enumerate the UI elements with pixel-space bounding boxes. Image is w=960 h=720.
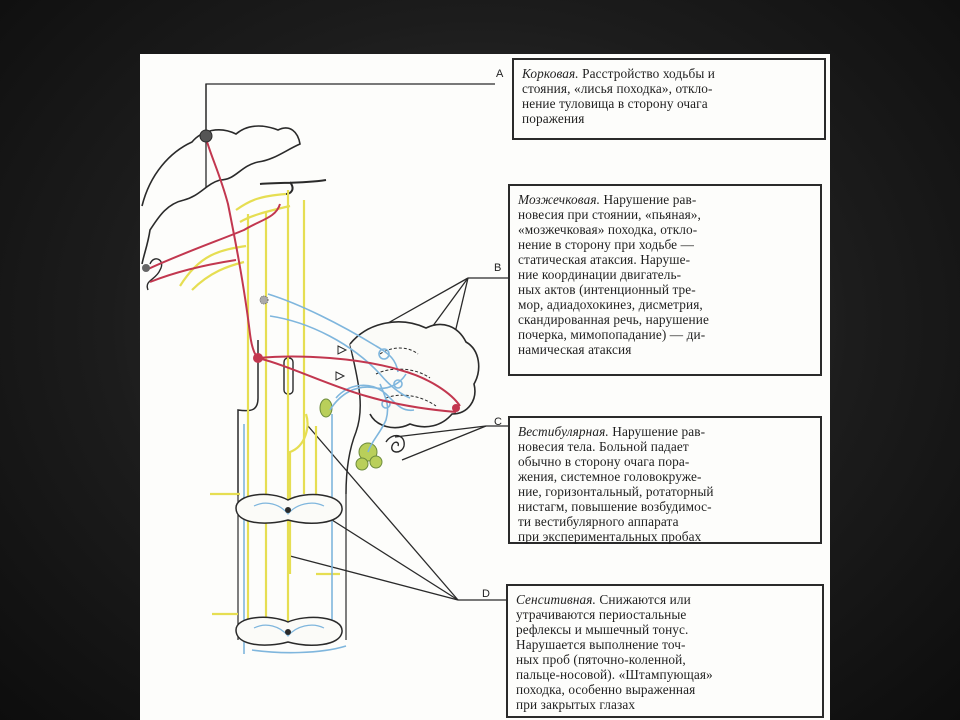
sensitive-line-6: походка, особенно выраженная: [516, 682, 696, 697]
vestibular-title: Вестибулярная.: [518, 424, 609, 439]
box-sensitive: [506, 584, 824, 718]
cortical-node-2: [142, 264, 150, 272]
vestibular-line-5: нистагм, повышение возбудимос-: [518, 499, 712, 514]
inner-ear: [356, 436, 404, 470]
vestibular-line-1: новесия тела. Больной падает: [518, 439, 689, 454]
cerebellar-line-8: скандированная речь, нарушение: [518, 312, 709, 327]
sensitive-line-3: Нарушается выполнение точ-: [516, 637, 686, 652]
cerebellar-line-7: мор, адиадохокинез, дисметрия,: [518, 297, 703, 312]
ventricle: [260, 180, 326, 194]
cerebellar-title: Мозжечковая.: [518, 192, 601, 207]
pointer-d-3: [290, 556, 458, 600]
label-letter-b: B: [494, 262, 502, 274]
pointer-a: [206, 84, 495, 187]
vestibular-line-4: ние, горизонтальный, ротаторный: [518, 484, 714, 499]
cerebellar-line-3: нение в сторону при ходьбе —: [518, 237, 695, 252]
sensitive-line-2: рефлексы и мышечный тонус.: [516, 622, 689, 637]
spinal-cross-section-upper: [236, 494, 342, 523]
vestibular-line-0: Нарушение рав-: [612, 424, 706, 439]
cortical-node: [200, 130, 212, 142]
sensitive-line-1: утрачиваются периостальные: [516, 607, 687, 622]
cerebellar-line-2: «мозжечковая» походка, откло-: [518, 222, 698, 237]
cerebellar-line-1: новесия при стоянии, «пьяная»,: [518, 207, 701, 222]
sensitive-title: Сенситивная.: [516, 592, 596, 607]
yellow-pathways: [180, 190, 340, 630]
vestibular-line-2: обычно в сторону очага пора-: [518, 454, 690, 469]
cerebellar-line-4: статическая атаксия. Наруше-: [518, 252, 691, 267]
label-letter-d: D: [482, 588, 490, 600]
cerebellar-line-5: ние координации двигатель-: [518, 267, 682, 282]
pointer-d-2: [332, 520, 458, 600]
vestibular-line-6: ти вестибулярного аппарата: [518, 514, 679, 529]
cerebellar-line-10: намическая атаксия: [518, 342, 632, 357]
cortical-line-2: нение туловища в сторону очага: [522, 96, 708, 111]
vestibular-nucleus: [320, 399, 332, 417]
sensitive-line-4: ных проб (пяточно-коленной,: [516, 652, 686, 667]
sensitive-line-5: пальце-носовой). «Штампующая»: [516, 667, 713, 682]
brainstem-outline: [238, 340, 360, 496]
textbook-page: [140, 54, 830, 720]
cerebellar-line-0: Нарушение рав-: [603, 192, 697, 207]
sensitive-line-7: при закрытых глазах: [516, 697, 636, 712]
box-cortical: [512, 58, 826, 140]
vestibular-line-7: при экспериментальных пробах: [518, 529, 702, 544]
box-cerebellar: [508, 184, 822, 376]
red-nucleus: [253, 353, 263, 363]
cortical-line-0: Расстройство ходьбы и: [582, 66, 715, 81]
cortical-line-3: поражения: [522, 111, 585, 126]
cortical-title: Корковая.: [522, 66, 579, 81]
small-dots: [260, 296, 268, 304]
vestibular-line-3: жения, системное головокруже-: [518, 469, 702, 484]
box-vestibular: [508, 416, 822, 544]
cerebellar-line-6: ных актов (интенционный тре-: [518, 282, 696, 297]
cerebellar-line-9: почерка, мимопопадание) — ди-: [518, 327, 706, 342]
spinal-cross-section-lower: [236, 617, 342, 645]
olive-marks: [336, 346, 346, 380]
cerebellar-node: [452, 404, 460, 412]
cortical-line-1: стояния, «лисья походка», откло-: [522, 81, 713, 96]
sensitive-line-0: Снижаются или: [599, 592, 691, 607]
label-letter-a: A: [496, 68, 504, 80]
label-letter-c: C: [494, 416, 502, 428]
